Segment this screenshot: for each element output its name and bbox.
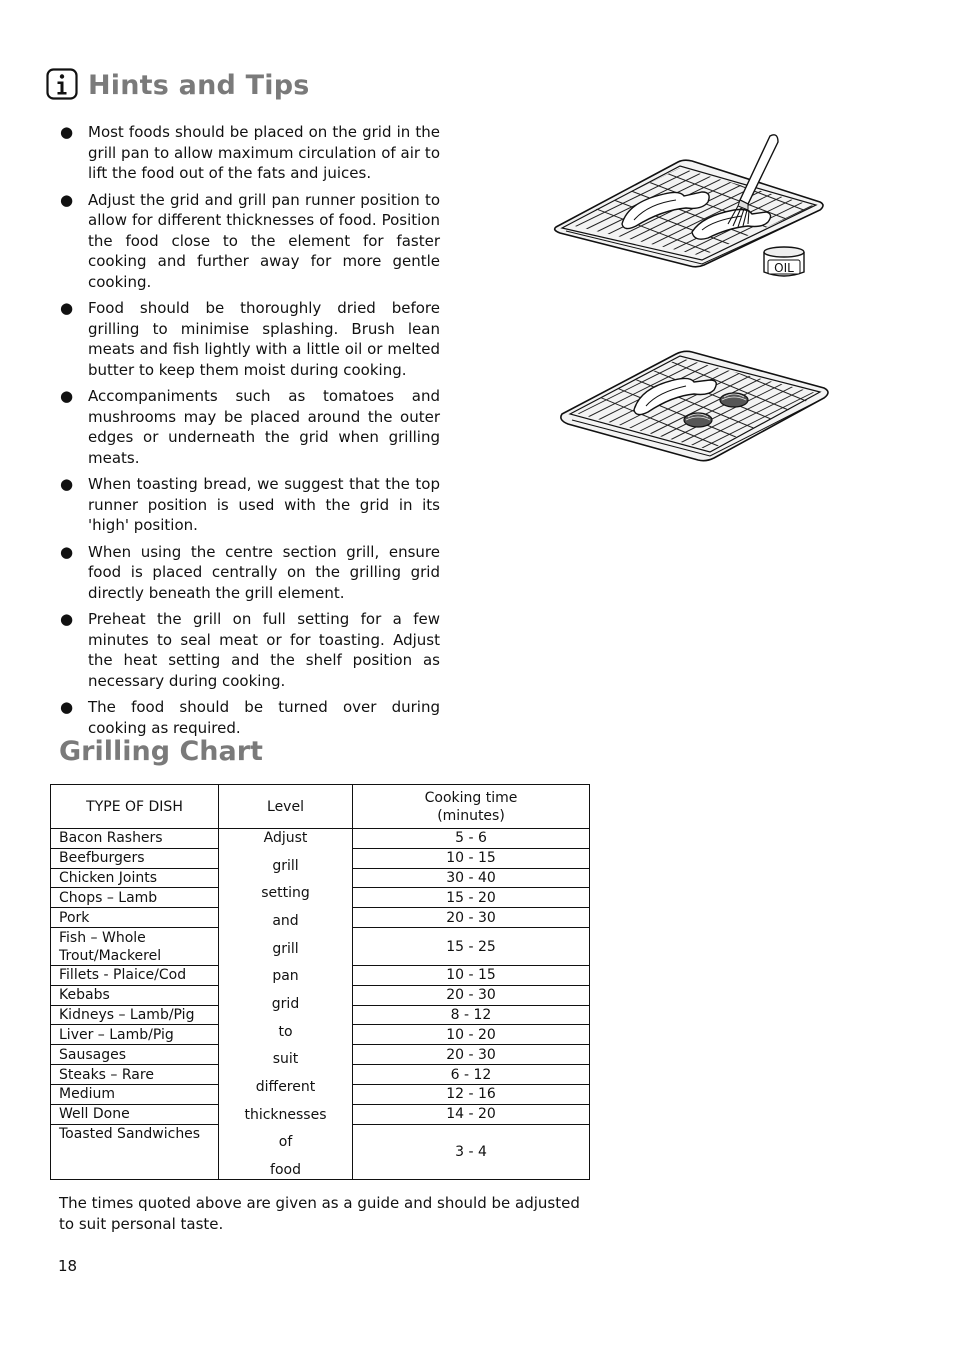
list-item <box>58 542 440 604</box>
dish-cell: Medium <box>51 1084 219 1104</box>
list-item <box>58 122 440 184</box>
level-word: food <box>270 1161 301 1178</box>
tip-text: Accompaniments such as tomatoes and mushrooms may be placed around the outer edges or underneath the grid when grilling meats. <box>88 387 440 467</box>
tip-text: Preheat the grill on full setting for a few minutes to seal meat or for toasting. Adjust the heat setting and the shelf position as necessary during cooking. <box>88 610 440 690</box>
time-cell: 15 - 25 <box>353 928 590 966</box>
tip-text: Adjust the grid and grill pan runner position to allow for different thicknesses of food. Position the food close to the element for faster cooking and further away for more gentle cooking. <box>88 190 440 291</box>
tip-text: Food should be thoroughly dried before grilling to minimise splashing. Brush lean meats and fish lightly with a little oil or melted butter to keep them moist during cooking. <box>88 299 440 379</box>
dish-cell: Kidneys – Lamb/Pig <box>51 1005 219 1025</box>
bullet-icon: ● <box>60 542 74 561</box>
dish-cell: Well Done <box>51 1104 219 1124</box>
column-header-dish: TYPE OF DISH <box>51 785 219 829</box>
level-word: setting <box>261 885 310 902</box>
tips-list <box>58 122 440 744</box>
tip-text: The food should be turned over during cooking as required. <box>88 698 440 737</box>
info-icon <box>46 68 78 100</box>
dish-cell: Liver – Lamb/Pig <box>51 1025 219 1045</box>
dish-cell: Bacon Rashers <box>51 829 219 849</box>
level-word: grill <box>272 940 299 957</box>
list-item <box>58 386 440 468</box>
time-cell: 30 - 40 <box>353 868 590 888</box>
page-title: Hints and Tips <box>88 70 310 101</box>
list-item <box>58 190 440 293</box>
dish-cell: Beefburgers <box>51 848 219 868</box>
bullet-icon: ● <box>60 387 74 405</box>
time-cell: 12 - 16 <box>353 1084 590 1104</box>
oil-label: OIL <box>774 261 794 275</box>
table-header-row <box>51 785 590 829</box>
dish-cell: Toasted Sandwiches <box>51 1124 219 1179</box>
list-item <box>58 609 440 691</box>
time-cell: 20 - 30 <box>353 908 590 928</box>
bullet-icon: ● <box>60 299 74 317</box>
tip-text: When using the centre section grill, ensure food is placed centrally on the grilling grid directly beneath the grill element. <box>88 542 440 602</box>
grill-pan-brush-illustration <box>552 132 828 282</box>
grilling-chart-table <box>50 784 590 1180</box>
dish-cell: Chops – Lamb <box>51 888 219 908</box>
level-word: Adjust <box>263 830 308 846</box>
bullet-icon: ● <box>60 475 74 493</box>
level-word: grid <box>271 995 300 1012</box>
dish-cell <box>51 928 219 966</box>
level-word: to <box>278 1023 293 1040</box>
level-word: different <box>255 1078 316 1095</box>
bullet-icon: ● <box>60 123 74 141</box>
time-cell: 20 - 30 <box>353 1045 590 1065</box>
column-header-time <box>353 785 590 829</box>
chart-footnote: The times quoted above are given as a guide and should be adjusted to suit personal taste. <box>59 1194 580 1233</box>
section-title: Grilling Chart <box>59 736 263 767</box>
grill-pan-mushrooms-illustration <box>558 350 832 466</box>
bullet-icon: ● <box>60 698 74 716</box>
time-cell: 20 - 30 <box>353 985 590 1005</box>
dish-cell: Fillets - Plaice/Cod <box>51 966 219 986</box>
level-word: pan <box>272 968 299 985</box>
time-cell: 10 - 20 <box>353 1025 590 1045</box>
level-cell <box>219 829 353 1180</box>
list-item <box>58 697 440 738</box>
dish-cell: Chicken Joints <box>51 868 219 888</box>
tip-text: Most foods should be placed on the grid in the grill pan to allow maximum circulation of air to lift the food out of the fats and juices. <box>88 123 440 182</box>
level-word: suit <box>272 1051 299 1068</box>
dish-line1: Fish – Whole <box>59 929 146 946</box>
time-cell: 10 - 15 <box>353 848 590 868</box>
level-word: of <box>278 1134 293 1151</box>
time-cell: 15 - 20 <box>353 888 590 908</box>
time-cell: 3 - 4 <box>353 1124 590 1179</box>
time-cell: 14 - 20 <box>353 1104 590 1124</box>
page-number: 18 <box>58 1257 78 1275</box>
column-header-level: Level <box>219 785 353 829</box>
time-cell: 10 - 15 <box>353 966 590 986</box>
dish-cell: Pork <box>51 908 219 928</box>
dish-cell: Sausages <box>51 1045 219 1065</box>
bullet-icon: ● <box>60 190 74 209</box>
level-word: and <box>272 912 299 929</box>
dish-cell: Steaks – Rare <box>51 1065 219 1085</box>
time-cell: 6 - 12 <box>353 1065 590 1085</box>
time-cell: 8 - 12 <box>353 1005 590 1025</box>
time-cell: 5 - 6 <box>353 829 590 849</box>
tip-text: When toasting bread, we suggest that the top runner position is used with the grid in its 'high' position. <box>88 475 440 534</box>
table-row <box>51 829 590 849</box>
level-word: thicknesses <box>244 1106 327 1123</box>
list-item <box>58 298 440 380</box>
list-item <box>58 474 440 536</box>
dish-line2: Trout/Mackerel <box>59 947 162 964</box>
dish-cell: Kebabs <box>51 985 219 1005</box>
time-header-line1: Cooking time <box>424 789 518 806</box>
bullet-icon: ● <box>60 610 74 628</box>
level-word: grill <box>272 857 299 874</box>
time-header-line2: (minutes) <box>437 807 505 824</box>
